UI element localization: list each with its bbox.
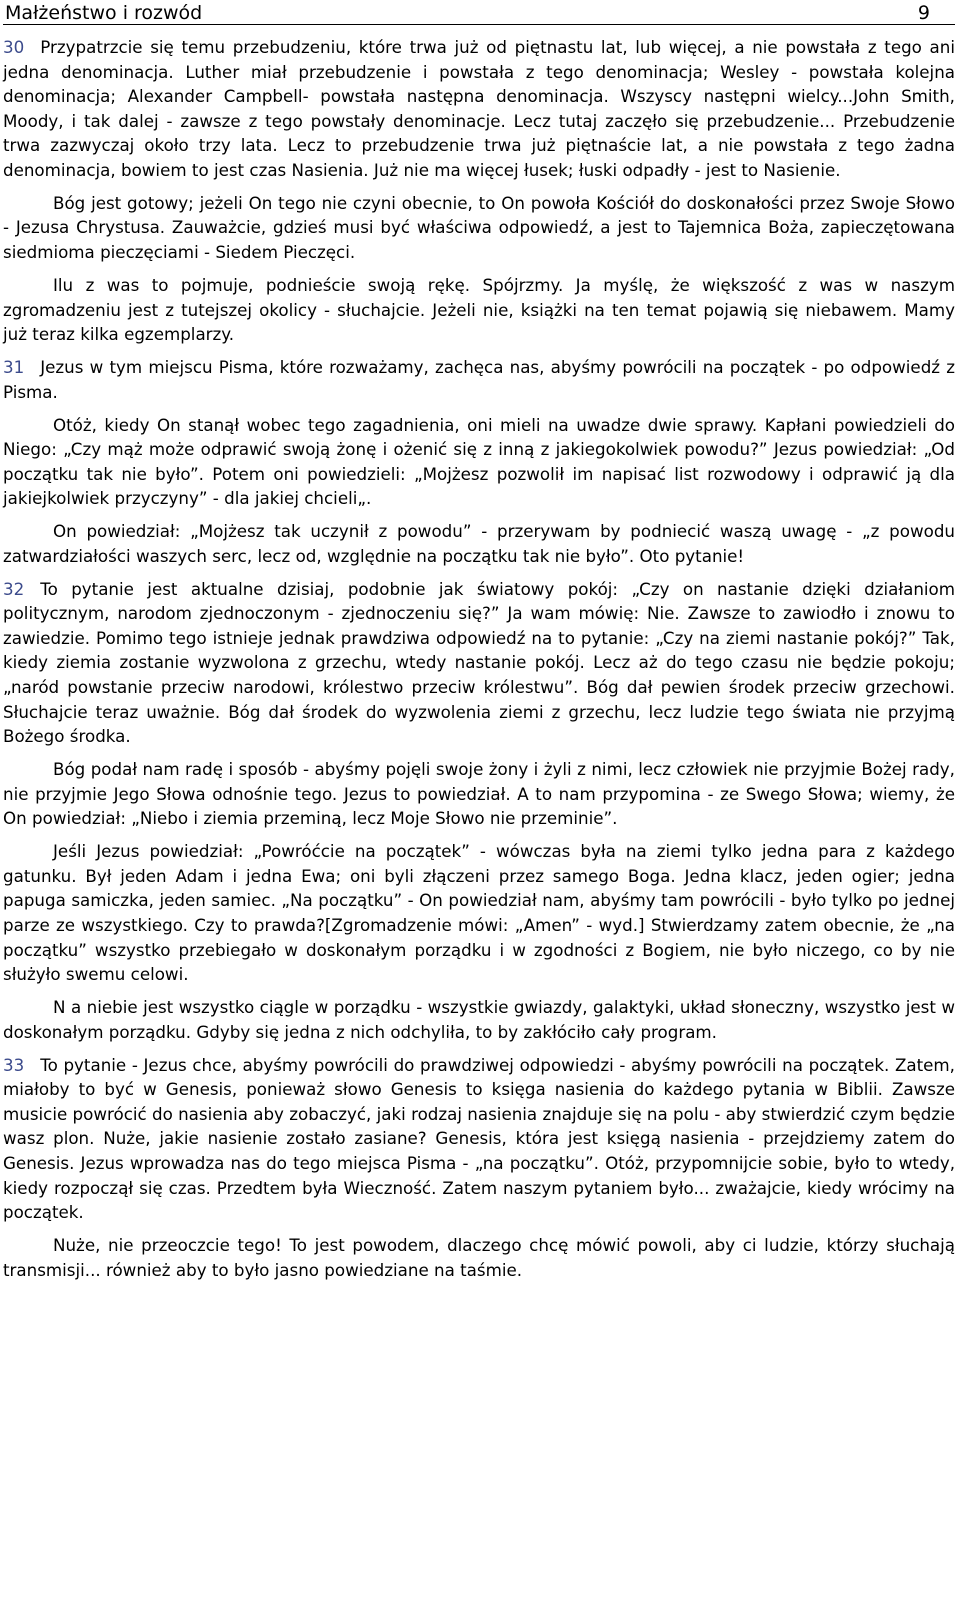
paragraph-text: To pytanie - Jezus chce, abyśmy powrócili do prawdziwej odpowiedzi - abyśmy powrócili na początek. Zatem, miałoby to być w Genesis, ponieważ słowo Genesis to księga nasienia do każdego pytania w Biblii. Zawsze musicie powrócić do nasienia aby zobaczyć, jaki rodzaj nasienia znajduje się na polu - aby stwierdzić czym będzie wasz plon. Nuże, jakie nasienie zostało zasiane? Genesis, która jest księgą nasienia - przejdziemy zatem do Genesis. Jezus wprowadza nas do tego miejsca Pisma - „na początku”. Otóż, przypomnijcie sobie, było to wtedy, kiedy rozpoczął się czas. Przedtem była Wieczność. Zatem naszym pytaniem było... zważajcie, kiedy wrócimy na początek. [3,1054,955,1223]
paragraph: Bóg podał nam radę i sposób - abyśmy pojęli swoje żony i żyli z nimi, lecz człowiek nie przyjmie Bożej rady, nie przyjmie Jego Słowa odnośnie tego. Jezus to powiedział. A to nam przypomina - ze Swego Słowa; wiemy, że On powiedział: „Niebo i ziemia przeminą, lecz Moje Słowo nie przeminie”. [3,759,955,829]
paragraph: Bóg jest gotowy; jeżeli On tego nie czyni obecnie, to On powoła Kościół do doskonałości przez Swoje Słowo - Jezusa Chrystusa. Zauważcie, gdzieś musi być właściwa odpowiedź, a jest to Tajemnica Boża, zapieczętowana siedmioma pieczęciami - Siedem Pieczęci. [3,192,955,263]
paragraph: Otóż, kiedy On stanął wobec tego zagadnienia, oni mieli na uwadze dwie sprawy. Kapłani powiedzieli do Niego: „Czy mąż może odprawić swoją żonę i ożenić się z inną z jakiegokolwiek powodu?” Jezus powiedział: „Od początku tak nie było”. Potem oni powiedzieli: „Mojżesz pozwolił im napisać list rozwodowy i odprawić ją dla jakiejkolwiek przyczyny” - dla jakiej chcieli„. [3,414,955,509]
paragraph: Ilu z was to pojmuje, podnieście swoją rękę. Spójrzmy. Ja myślę, że większość z was w naszym zgromadzeniu jest z tutejszej okolicy - słuchajcie. Jeżeli nie, książki na ten temat pojawią się niebawem. Mamy już teraz kilka egzemplarzy. [3,274,955,345]
paragraph-text: Jezus w tym miejscu Pisma, które rozważamy, zachęca nas, abyśmy powrócili na początek - po odpowiedź z Pisma. [3,357,955,402]
paragraph-number: 33 [3,1054,25,1075]
paragraph-text: To pytanie jest aktualne dzisiaj, podobnie jak światowy pokój: „Czy on nastanie dzięki działaniom politycznym, narodom zjednoczonym - zjednoczeniu się?” Ja wam mówię: Nie. Zawsze to zawiodło i znowu to zawiedzie. Pomimo tego istnieje jednak prawdziwa odpowiedź na to pytanie: „Czy na ziemi nastanie pokój?” Tak, kiedy ziemia zostanie wyzwolona z grzechu, wtedy nastanie pokój. Lecz aż do tego czasu nie będzie pokoju; „naród powstanie przeciw narodowi, królestwo przeciw królestwu”. Bóg dał pewien środek przeciw grzechowi. Słuchajcie teraz uważnie. Bóg dał środek do wyzwolenia ziemi z grzechu, lecz ludzie tego świata nie przyjmą Bożego środka. [3,578,955,747]
paragraph-number: 31 [3,357,25,378]
paragraph-number: 30 [3,37,25,57]
paragraph-30 [3,35,955,183]
page-header [3,0,955,25]
page-number: 9 [917,2,930,24]
paragraph: On powiedział: „Mojżesz tak uczynił z powodu” - przerywam by podniecić waszą uwagę - „z powodu zatwardziałości waszych serc, lecz od, względnie na początku tak nie było”. Oto pytanie! [3,521,955,566]
running-title: Małżeństwo i rozwód [5,2,203,24]
paragraph: N a niebie jest wszystko ciągle w porządku - wszystkie gwiazdy, galaktyki, układ słoneczny, wszystko jest w doskonałym porządku. Gdyby się jedna z nich odchyliła, to by zakłóciło cały program. [3,997,955,1042]
paragraph: Nuże, nie przeoczcie tego! To jest powodem, dlaczego chcę mówić powoli, aby ci ludzie, którzy słuchają transmisji... również aby to było jasno powiedziane na taśmie. [3,1234,955,1280]
paragraph: Jeśli Jezus powiedział: „Powróćcie na początek” - wówczas była na ziemi tylko jedna para z każdego gatunku. Był jeden Adam i jedna Ewa; oni byli złączeni przez samego Boga. Jedna klacz, jeden ogier; jedna papuga samiczka, jeden samiec. „Na początku” - On powiedział nam, abyśmy tam powrócili - było tylko po jednej parze ze wszystkiego. Czy to prawda?[Zgromadzenie mówi: „Amen” - wyd.] Stwierdzamy zatem obecnie, że „na początku” wszystko przebiegało w doskonałym porządku i w zgodności z Bogiem, nie było niczego, co by nie służyło swemu celowi. [3,841,955,985]
paragraph-number: 32 [3,578,25,599]
paragraph-text: Przypatrzcie się temu przebudzeniu, które trwa już od piętnastu lat, lub więcej, a nie powstała z tego ani jedna denominacja. Luther miał przebudzenie i powstała z tego denominacja; Wesley - powstała kolejna denominacja; Alexander Campbell- powstała następna denominacja. Wszyscy następni wielcy...John Smith, Moody, i tak dalej - zawsze z tego powstały denominacje. Lecz tutaj zaczęło się przebudzenie... Przebudzenie trwa zazwyczaj około trzy lata. Lecz to przebudzenie trwa już piętnaście lat, a nie powstała z tego żadna denominacja, bowiem to jest czas Nasienia. Już nie ma więcej łusek; łuski odpadły - jest to Nasienie. [3,37,955,180]
document-body [3,25,955,1282]
paragraph-31 [3,355,955,404]
paragraph-32 [3,577,955,749]
paragraph-33 [3,1053,955,1225]
